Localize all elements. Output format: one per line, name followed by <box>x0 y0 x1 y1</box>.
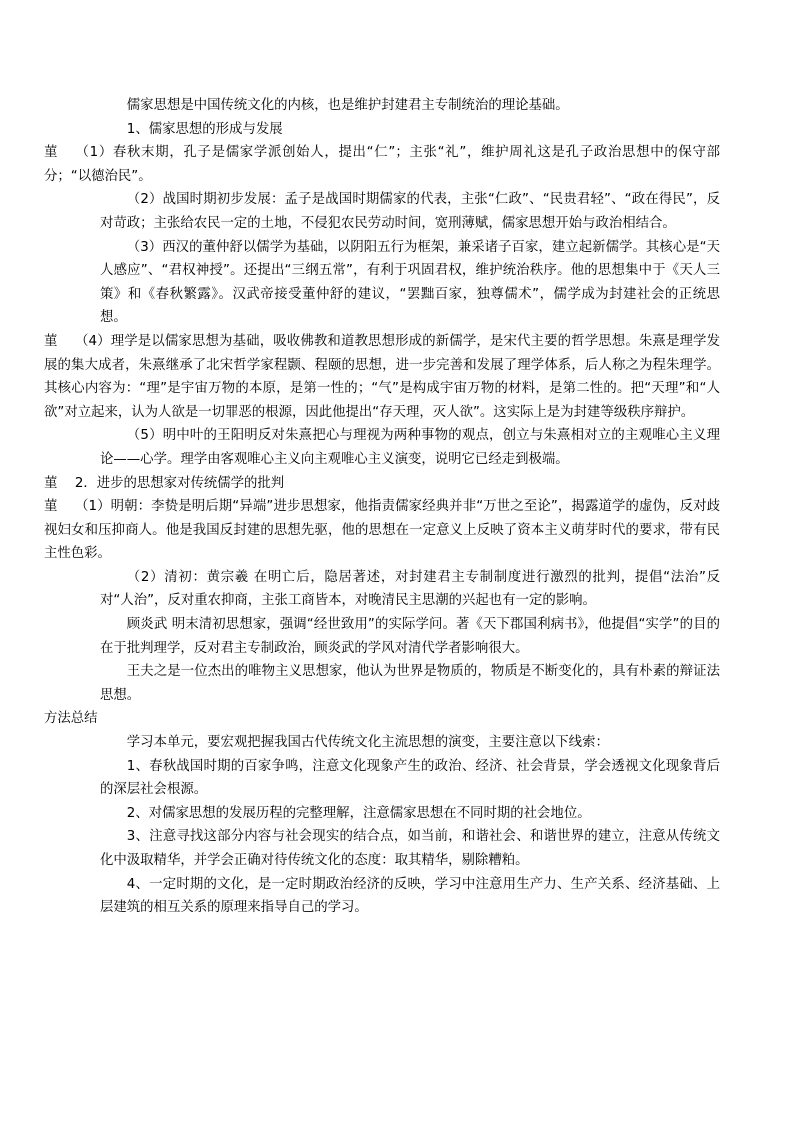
paragraph-text: 顾炎武 明末清初思想家，强调“经世致用”的实际学问。著《天下郡国利病书》，他提倡“实学”的目的在于批判理学，反对君主专制政治，顾炎武的学风对清代学者影响很大。 <box>100 617 720 656</box>
intro-paragraph <box>100 94 720 118</box>
paragraph-text: 王夫之是一位杰出的唯物主义思想家，他认为世界是物质的，物质是不断变化的，具有朴素的辩证法思想。 <box>100 664 720 703</box>
list-item-3 <box>100 825 720 872</box>
list-item-1 <box>100 755 720 802</box>
paragraph-text: 1、春秋战国时期的百家争鸣，注意文化现象产生的政治、经济、社会背景，学会透视文化现象背后的深层社会根源。 <box>100 758 720 798</box>
paragraph-text: 方法总结 <box>44 711 98 727</box>
paragraph-li-zhi <box>44 495 720 566</box>
paragraph-confucius <box>44 141 720 188</box>
paragraph-study-intro <box>100 731 720 755</box>
paragraph-text: （2）战国时期初步发展：孟子是战国时期儒家的代表，主张“仁政”、“民贵君轻”、“政在得民”，反对苛政；主张给农民一定的土地，不侵犯农民劳动时间，宽刑薄赋，儒家思想开始与政治相结合。 <box>100 192 720 231</box>
section-heading-method-summary <box>44 707 720 731</box>
margin-mark: 菫 <box>44 145 58 161</box>
section-heading-confucianism <box>100 118 720 142</box>
paragraph-wang-yangming <box>100 424 720 471</box>
paragraph-text: 儒家思想是中国传统文化的内核，也是维护封建君主专制统治的理论基础。 <box>126 98 569 113</box>
paragraph-text: （1）明朝：李贽是明后期“异端”进步思想家，他指责儒家经典并非“万世之至论”，揭露道学的虚伪，反对歧视妇女和压抑商人。他是我国反封建的思想先驱，他的思想在一定意义上反映了资本主义萌芽时代的要求，带有民主性色彩。 <box>44 499 720 562</box>
paragraph-text: 3、注意寻找这部分内容与社会现实的结合点，如当前，和谐社会、和谐世界的建立，注意从传统文化中汲取精华，并学会正确对待传统文化的态度：取其精华，剔除糟粕。 <box>100 829 720 868</box>
paragraph-wang-fuzhi <box>100 660 720 707</box>
paragraph-text: （5）明中叶的王阳明反对朱熹把心与理视为两种事物的观点，创立与朱熹相对立的主观唯心主义理论——心学。理学由客观唯心主义向主观唯心主义演变，说明它已经走到极端。 <box>100 428 720 467</box>
document-body <box>44 94 720 920</box>
paragraph-text: 2．进步的思想家对传统儒学的批判 <box>74 475 285 491</box>
list-item-2 <box>100 802 720 826</box>
paragraph-text: （2）清初：黄宗羲 在明亡后，隐居著述，对封建君主专制制度进行激烈的批判，提倡“法治”反对“人治”，反对重农抑商，主张工商皆本，对晚清民主思潮的兴起也有一定的影响。 <box>100 569 720 609</box>
paragraph-text: 1、儒家思想的形成与发展 <box>126 121 283 137</box>
margin-mark: 菫 <box>44 333 58 349</box>
paragraph-mencius <box>100 188 720 235</box>
section-heading-critics <box>44 472 720 496</box>
paragraph-gu-yanwu <box>100 613 720 660</box>
paragraph-text: 4、一定时期的文化，是一定时期政治经济的反映，学习中注意用生产力、生产关系、经济基础、上层建筑的相互关系的原理来指导自己的学习。 <box>100 876 720 916</box>
paragraph-text: （3）西汉的董仲舒以儒学为基础，以阴阳五行为框架，兼采诸子百家，建立起新儒学。其核心是“天人感应”、“君权神授”。还提出“三纲五常”，有利于巩固君权，维护统治秩序。他的思想集中于《天人三策》和《春秋繁露》。汉武帝接受董仲舒的建议，“罢黜百家，独尊儒术”，儒学成为封建社会的正统思想。 <box>100 239 720 326</box>
paragraph-text: 2、对儒家思想的发展历程的完整理解，注意儒家思想在不同时期的社会地位。 <box>126 805 591 821</box>
paragraph-neo-confucianism <box>44 330 720 424</box>
margin-mark: 菫 <box>44 475 58 491</box>
paragraph-text: （4）理学是以儒家思想为基础，吸收佛教和道教思想形成的新儒学，是宋代主要的哲学思想。朱熹是理学发展的集大成者，朱熹继承了北宋哲学家程颢、程颐的思想，进一步完善和发展了理学体系，后人称之为程朱理学。其核心内容为：“理”是宇宙万物的本原，是第一性的；“气”是构成宇宙万物的材料，是第二性的。把“天理”和“人欲”对立起来，认为人欲是一切罪恶的根源，因此他提出“存天理，灭人欲”。这实际上是为封建等级秩序辩护。 <box>44 333 720 420</box>
paragraph-dong-zhongshu <box>100 236 720 330</box>
paragraph-text: 学习本单元，要宏观把握我国古代传统文化主流思想的演变，主要注意以下线索： <box>126 735 609 751</box>
list-item-4 <box>100 873 720 920</box>
paragraph-text: （1）春秋末期，孔子是儒家学派创始人，提出“仁”；主张“礼”，维护周礼这是孔子政治思想中的保守部分；“以德治民”。 <box>44 145 720 184</box>
paragraph-huang-zongxi <box>100 566 720 613</box>
margin-mark: 菫 <box>44 499 58 515</box>
